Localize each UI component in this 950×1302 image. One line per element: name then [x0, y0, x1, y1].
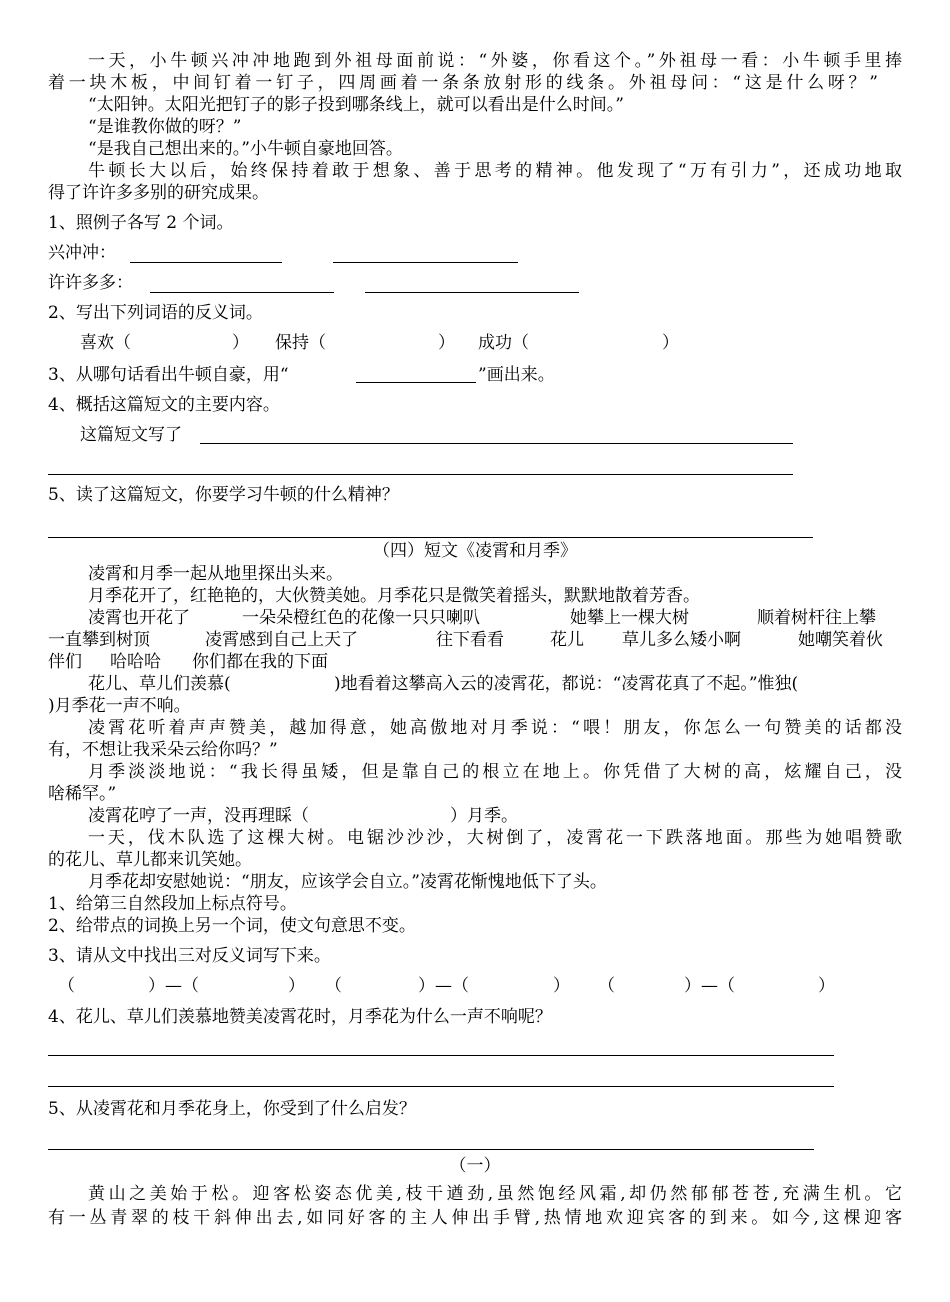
story2-line: 凌霄感到自己上天了: [205, 630, 358, 650]
pair-bracket: ）—（: [684, 976, 735, 996]
pair-bracket: （: [598, 976, 615, 996]
story1-line: “是谁教你做的呀？”: [88, 117, 242, 137]
answer-line[interactable]: [48, 474, 793, 475]
question: 4、花儿、草儿们羡慕地赞美凌霄花时，月季花为什么一声不响呢？: [48, 1007, 552, 1027]
question: ”画出来。: [478, 365, 555, 385]
story1-line: “是我自己想出来的。”小牛顿自豪地回答。: [88, 139, 403, 159]
story2-line: 啥稀罕。”: [48, 784, 117, 804]
answer-line[interactable]: [365, 292, 579, 293]
question: 1、给第三自然段加上标点符号。: [48, 894, 297, 914]
question: 3、从哪句话看出牛顿自豪，用“: [48, 365, 289, 385]
story2-line: 的花儿、草儿都来讥笑她。: [48, 850, 252, 870]
story2-line: 顺着树杆往上攀: [757, 608, 876, 628]
story1-line: 得了许许多多别的研究成果。: [48, 183, 269, 203]
story2-line: 花儿: [550, 630, 584, 650]
question: 5、读了这篇短文，你要学习牛顿的什么精神？: [48, 485, 399, 505]
answer-line[interactable]: [48, 537, 813, 538]
answer-line[interactable]: [200, 443, 793, 444]
question: 3、请从文中找出三对反义词写下来。: [48, 946, 331, 966]
story2-line: 她攀上一棵大树: [570, 608, 689, 628]
antonym-paren: ）: [662, 333, 679, 353]
story2-line: 凌霄花哼了一声，没再理睬（: [88, 806, 309, 826]
antonym-label: 喜欢（: [80, 333, 131, 353]
story2-line: 伴们: [48, 652, 82, 672]
section-title: （一）: [449, 1156, 501, 1176]
question: 1、照例子各写 2 个词。: [48, 213, 234, 233]
example-label: 许许多多：: [48, 273, 133, 293]
pair-bracket: （: [58, 976, 75, 996]
antonym-label: 保持（: [275, 333, 326, 353]
story2-line: 月季淡淡地说：“我长得虽矮，但是靠自己的根立在地上。你凭借了大树的高，炫耀自己，没: [88, 762, 902, 782]
story1-line: “太阳钟。太阳光把钉子的影子投到哪条线上，就可以看出是什么时间。”: [88, 95, 624, 115]
section-title: （四）短文《凌霄和月季》: [373, 541, 577, 561]
story2-line: 一天，伐木队选了这棵大树。电锯沙沙沙，大树倒了，凌霄花一下跌落地面。那些为她唱赞歌: [88, 828, 902, 848]
answer-line[interactable]: [150, 292, 334, 293]
pair-bracket: ）: [818, 976, 835, 996]
story2-line: 花儿、草儿们羡慕(: [88, 674, 231, 694]
story3-line: 有一丛青翠的枝干斜伸出去,如同好客的主人伸出手臂,热情地欢迎宾客的到来。如今,这棵迎客: [48, 1208, 902, 1228]
story2-line: 哈哈哈: [110, 652, 161, 672]
story2-line: 凌霄也开花了: [88, 608, 190, 628]
story2-line: )月季花一声不响。: [48, 696, 191, 716]
prompt: 这篇短文写了: [80, 425, 182, 445]
antonym-label: 成功（: [478, 333, 529, 353]
story2-line: )地看着这攀高入云的凌霄花，都说：“凌霄花真了不起。”惟独(: [334, 674, 799, 694]
story2-line: 月季花却安慰她说：“朋友，应该学会自立。”凌霄花惭愧地低下了头。: [88, 872, 607, 892]
pair-bracket: ）: [288, 976, 305, 996]
story2-line: 你们都在我的下面: [192, 652, 328, 672]
question: 2、给带点的词换上另一个词，使文句意思不变。: [48, 916, 416, 936]
answer-line[interactable]: [48, 1055, 834, 1056]
story2-line: 凌霄花听着声声赞美，越加得意，她高傲地对月季说：“喂！朋友，你怎么一句赞美的话都没: [88, 718, 902, 738]
story3-line: 黄山之美始于松。迎客松姿态优美,枝干遒劲,虽然饱经风霜,却仍然郁郁苍苍,充满生机。它: [88, 1184, 902, 1204]
pair-bracket: （: [325, 976, 342, 996]
question: 5、从凌霄花和月季花身上，你受到了什么启发？: [48, 1099, 416, 1119]
story2-line: 她嘲笑着伙: [798, 630, 883, 650]
pair-bracket: ）—（: [148, 976, 199, 996]
question: 4、概括这篇短文的主要内容。: [48, 395, 280, 415]
story2-line: ）月季。: [450, 806, 518, 826]
antonym-paren: ）: [438, 333, 455, 353]
story2-line: 凌霄和月季一起从地里探出头来。: [88, 564, 343, 584]
story1-line: 一天，小牛顿兴冲冲地跑到外祖母面前说：“外婆，你看这个。”外祖母一看：小牛顿手里捧: [88, 51, 902, 71]
answer-line[interactable]: [48, 1149, 814, 1150]
answer-line[interactable]: [356, 382, 476, 383]
story2-line: 有，不想让我采朵云给你吗？”: [48, 740, 278, 760]
story1-line: 牛顿长大以后，始终保持着敢于想象、善于思考的精神。他发现了“万有引力”，还成功地取: [88, 161, 902, 181]
pair-bracket: ）—（: [418, 976, 469, 996]
antonym-paren: ）: [232, 333, 249, 353]
story2-line: 一朵朵橙红色的花像一只只喇叭: [242, 608, 480, 628]
story1-line: 着一块木板，中间钉着一钉子，四周画着一条条放射形的线条。外祖母问：“这是什么呀？”: [48, 73, 878, 93]
answer-line[interactable]: [48, 1086, 834, 1087]
story2-line: 往下看看: [436, 630, 504, 650]
answer-line[interactable]: [333, 262, 518, 263]
example-label: 兴冲冲：: [48, 243, 116, 263]
story2-line: 月季花开了，红艳艳的，大伙赞美她。月季花只是微笑着摇头，默默地散着芳香。: [88, 586, 700, 606]
answer-line[interactable]: [130, 262, 282, 263]
question: 2、写出下列词语的反义词。: [48, 303, 263, 323]
story2-line: 一直攀到树顶: [48, 630, 150, 650]
story2-line: 草儿多么矮小啊: [622, 630, 741, 650]
pair-bracket: ）: [553, 976, 570, 996]
